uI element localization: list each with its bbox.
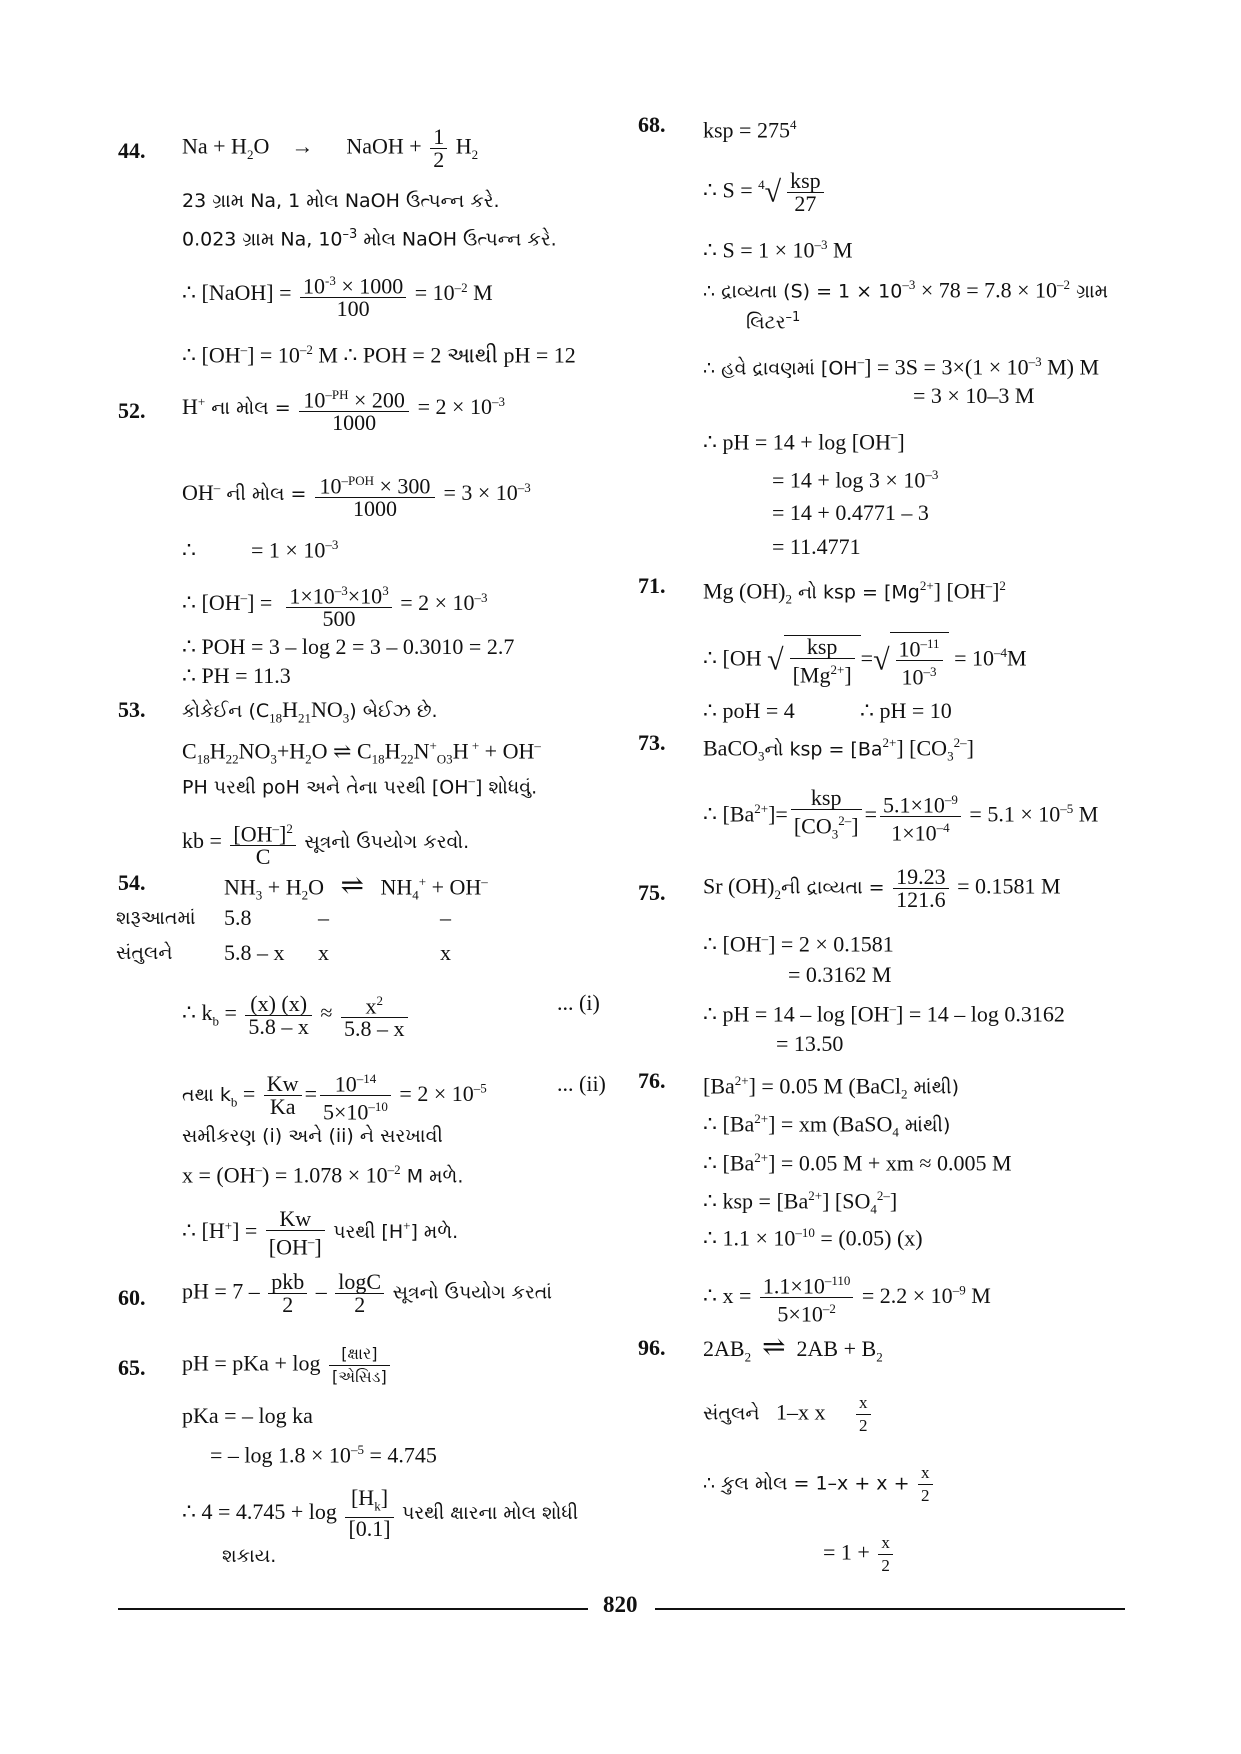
reaction-equation: $C_{18}H_{22}NO_3+H_2O$ ⇌ $C_{18}H_{22}N^+_{O3}H$ + + OH– — [182, 738, 541, 767]
question-number: 75. — [638, 880, 666, 905]
equation-line: = 13.50 — [776, 1031, 844, 1056]
text-line: સમીકરણ (i) અને (ii) ને સરખાવી — [182, 1125, 443, 1147]
equation-line: ∴ PH = 11.3 — [182, 663, 291, 688]
equation-line: pH = pKa + log $\frac{\text{[ક્ષાર]}}{\text{[એસિડ]}}$ — [182, 1343, 393, 1388]
text-line: લિટર$^{-1}$ — [746, 310, 801, 334]
equation-line: ∴ 4 = 4.745 + log $\frac{[H_k]}{[0.1]}$ પરથી ક્ષારના મોલ શોધી — [182, 1485, 579, 1542]
table-cell: x — [440, 940, 451, 965]
equation-line: H+ ના મોલ = $\frac{10^{-PH} \times 200}{1000}$ = $2 \times 10^{-3}$ — [182, 387, 505, 436]
equation-line: ∴ [NaOH] = $\frac{10^{-3} \times 1000}{100}$ = $10^{-2}$ M — [182, 273, 493, 322]
equation-line: $[Ba^{2+}] = 0.05$ M (BaCl$_2$ માંથી) — [703, 1073, 959, 1102]
question-number: 60. — [118, 1285, 146, 1310]
table-cell: 5.8 — [224, 905, 252, 930]
equation-line: ∴ pH = 10 — [860, 698, 952, 723]
equation-line: = 0.3162 M — [788, 962, 892, 987]
equation-line: ∴ ksp = $[Ba^{2+}]$ $[SO_4^{2-}]$ — [703, 1188, 898, 1217]
equation-line: ∴ x = $\frac{1.1\times 10^{-110}}{5\times 10^{-2}}$ = $2.2 \times 10^{-9}$ M — [703, 1273, 991, 1327]
equation-line: kb = $\frac{[OH^-]^2}{C}$ સૂત્રનો ઉપયોગ કરવો. — [182, 821, 470, 870]
reaction-equation: $NH_3 + H_2O$ ⇌ $NH_4^+ + OH^-$ — [224, 870, 488, 903]
question-number: 52. — [118, 398, 146, 423]
equation-line: ∴ $[Ba^{2+}]$ = xm (BaSO$_4$ માંથી) — [703, 1111, 951, 1140]
equation-line: ∴ $[OH^-] = 10^{-2}$ M ∴ POH = 2 આથી pH = 12 — [182, 342, 576, 368]
equation-line: = – $\log 1.8 \times 10^{-5} = 4.745$ — [210, 1442, 437, 1468]
equation-line: ∴ [H+] = $\frac{Kw}{[OH^-]}$ પરથી [H+] મળે. — [182, 1206, 459, 1260]
question-number: 53. — [118, 697, 146, 722]
equation-line: = 1 + $\frac{x}{2}$ — [823, 1532, 896, 1577]
equation-line: ∴ = $1 \times 10^{-3}$ — [182, 537, 339, 563]
equation-line: = 14 + 0.4771 – 3 — [772, 500, 929, 525]
equation-line: ∴ [OH √ $\frac{\text{ksp}}{[Mg^{2+}]}$ =√ $\frac{10^{-11}}{10^{-3}}$ = $10^{-4}M$ — [703, 633, 1027, 690]
text-line: $x = (OH^-) = 1.078 \times 10^{-2}$ M મળે. — [182, 1162, 464, 1188]
equation-tag: ... (ii) — [557, 1071, 606, 1096]
equation-line: ∴ $k_b$ = $\frac{(x) (x)}{5.8 - x}$ ≈ $\frac{x^2}{5.8 - x}$ — [182, 990, 411, 1040]
question-number: 76. — [638, 1068, 666, 1093]
row-label: સંતુલને — [116, 942, 173, 964]
equation-line: ∴ હવે દ્રાવણમાં $[OH^-] = 3S = 3\times(1 \times 10^{-3}$ M) M — [703, 354, 1100, 380]
equation-line: pKa = – log ka — [182, 1403, 313, 1428]
equation-line: ∴ pH = 14 + log [OH–] — [703, 429, 905, 455]
text-line: 23 ગ્રામ Na, 1 મોલ NaOH ઉત્પન્ન કરે. — [182, 190, 500, 212]
equation-line: ∴ $1.1 \times 10^{-10} = (0.05)$ (x) — [703, 1225, 923, 1251]
table-cell: – — [318, 905, 329, 930]
equation-line: ∴ pH = 14 – log [OH–] = 14 – log 0.3162 — [703, 1001, 1065, 1027]
text-line: શકાય. — [222, 1545, 277, 1567]
table-cell: 5.8 – x — [224, 940, 285, 965]
question-number: 73. — [638, 730, 666, 755]
equation-line: ∴ S = $^4$√ $\frac{\text{ksp}}{27}$ — [703, 170, 830, 215]
question-number: 44. — [118, 138, 146, 163]
text-line: 0.023 ગ્રામ Na, $10^{-3}$ મોલ NaOH ઉત્પન્ન કરે. — [182, 227, 557, 251]
table-cell: – — [440, 905, 451, 930]
equation-line: ∴ દ્રાવ્યતા $(S) = 1 \times 10^{-3} \times 78 = 7.8 \times 10^{-2}$ ગ્રામ — [703, 277, 1109, 303]
question-number: 68. — [638, 112, 666, 137]
footer-rule-left — [118, 1608, 588, 1610]
equation-line: ksp = $275^4$ — [703, 117, 797, 143]
equation-line: pH = 7 – $\frac{\text{pkb}}{2}$ – $\frac{\log C}{2}$ સૂત્રનો ઉપયોગ કરતાં — [182, 1269, 553, 1317]
equation-line: ∴ $[Ba^{2+}]=$ $\frac{\text{ksp}}{[CO_3^{2-}]}$ = $\frac{5.1\times 10^{-9}}{1\times 10^{-4}}$ = $5.1 \times 10^{-5}$ M — [703, 785, 1099, 846]
equation-line: સંતુલને 1–x x $\frac{x}{2}$ — [703, 1392, 874, 1437]
equation-line: = 3 × 10–3 M — [913, 383, 1035, 408]
equation-line: OH– ની મોલ = $\frac{10^{-POH} \times 300}{1000}$ = $3 \times 10^{-3}$ — [182, 473, 531, 522]
question-number: 65. — [118, 1355, 146, 1380]
text-line: કોકેઈન $(C_{18}H_{21}NO_3)$ બેઈઝ છે. — [182, 697, 438, 726]
equation-line: BaCO$_3$નો ksp = $[Ba^{2+}]$ $[CO_3^{2-}]$ — [703, 735, 974, 764]
question-number: 54. — [118, 870, 146, 895]
table-cell: x — [318, 940, 329, 965]
equation-line: ∴ poH = 4 — [703, 698, 795, 723]
equation-line: Mg $(OH)_2$ નો ksp = $[Mg^{2+}]$ $[OH^-]^2$ — [703, 578, 1006, 607]
reaction-equation: $2AB_2$ ⇌ $2AB + B_2$ — [703, 1332, 883, 1365]
text-line: PH પરથી poH અને તેના પરથી [OH–] શોધવું. — [182, 773, 538, 799]
footer-rule-right — [655, 1608, 1125, 1610]
equation-line: તથા $k_b$ = $\frac{Kw}{Ka}$ = $\frac{10^{-14}}{5\times 10^{-10}}$ = $2 \times 10^{-5}$ — [182, 1071, 487, 1125]
question-number: 96. — [638, 1335, 666, 1360]
equation-line: ∴ $S = 1 \times 10^{-3}$ M — [703, 237, 853, 263]
equation-line: = $14 + \log 3 \times 10^{-3}$ — [772, 467, 939, 493]
equation-line: ∴ POH = 3 – log 2 = 3 – 0.3010 = 2.7 — [182, 634, 515, 659]
page-number: 820 — [603, 1592, 638, 1617]
equation-line: ∴ [OH–] = $\frac{1\times 10^{-3}\times 10^3}{500}$ = $2 \times 10^{-3}$ — [182, 583, 488, 632]
equation-line: ∴ [OH–] = 2 × 0.1581 — [703, 931, 894, 957]
equation-line: ∴ $[Ba^{2+}] = 0.05$ M + xm ≈ 0.005 M — [703, 1150, 1012, 1176]
equation-line: = 11.4771 — [772, 534, 861, 559]
equation-line: ∴ કુલ મોલ = 1–x + x + $\frac{x}{2}$ — [703, 1462, 936, 1507]
reaction-equation: $Na + H_2O$ → NaOH + $\frac{1}{2}$ $H_2$ — [182, 124, 479, 172]
row-label: શરૂઆતમાં — [116, 907, 196, 929]
question-number: 71. — [638, 573, 666, 598]
equation-tag: ... (i) — [557, 990, 600, 1015]
equation-line: Sr $(OH)_2ની$ દ્રાવ્યતા = $\frac{19.23}{121.6}$ = 0.1581 M — [703, 864, 1061, 912]
